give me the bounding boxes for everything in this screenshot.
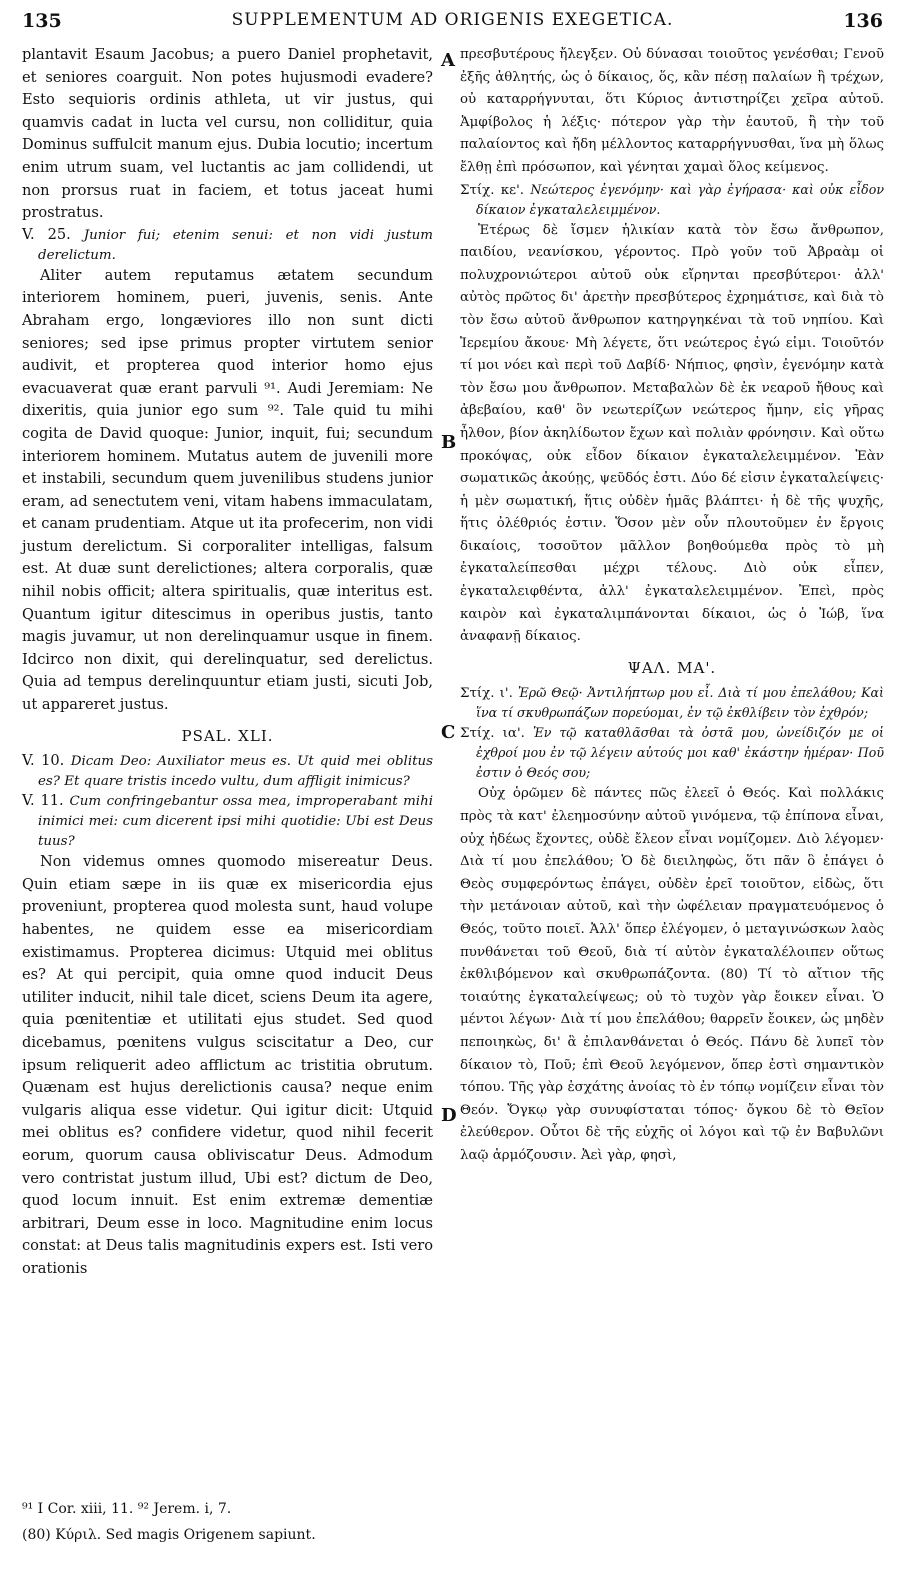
verse-text: Νεώτερος ἐγενόμην· καὶ γὰρ ἐγήρασα· καὶ οὐκ εἶδον δίκαιον ἐγκαταλελειμμένον.: [476, 181, 884, 217]
verse-number: V. 11.: [22, 792, 64, 810]
greek-paragraph-3: Οὐχ ὁρῶμεν δὲ πάντες πῶς ἐλεεῖ ὁ Θεός. Καὶ πολλάκις πρὸς τὰ κατ' ἐλεημοσύνην αὐτοῦ γινόμενα, τῷ ἐπίπονα εἶναι, οὐχ ἡδέως ἔχοντες, οὐδὲ ἔλεον εἶναι νομίζομεν. Διὸ λέγομεν· Διὰ τί μου ἐπελάθου; Ὁ δὲ διειληφὼς, ὅτι πᾶν ὃ ἐπάγει ὁ Θεὸς συμφερόντως ἐπάγει, οὐδὲν ἐρεῖ τοιοῦτον, εἰδὼς, ὅτι τὴν μετάνοιαν αὐτοῦ, καὶ τὴν ὠφέλειαν πραγματευόμενος ὁ Θεός, τοῦτο ποιεῖ. Ἀλλ' ὅπερ ἐλέγομεν, ὁ μεταγινώσκων λαὸς πυνθάνεται τοῦ Θεοῦ, διὰ τί αὐτὸν ἐγκαταλέλοιπεν οὕτως ἐκθλιβόμενον καὶ σκυθρωπάζοντα. (80) Τί τὸ αἴτιον τῆς τοιαύτης ἐγκαταλείψεως; οὐ τὸ τυχὸν γὰρ ἔοικεν εἶναι. Ὁ μέντοι λέγων· Διὰ τί μου ἐπελάθου; θαρρεῖν ἔοικεν, ὡς μηδὲν πεποιηκὼς, δι' ἃ ἐπιλανθάνεται ὁ Θεός. Πάνυ δὲ λυπεῖ τὸν δίκαιον τὸ, Ποῦ; ἐπὶ Θεοῦ λεγόμενον, ὅπερ ἐστὶ σημαντικὸν τόπου. Τῆς γὰρ ἐσχάτης ἀνοίας τὸ ἐν τόπῳ νομίζειν εἶναι τὸν Θεόν. Ὄγκῳ γὰρ συνυφίσταται τόπος· ὄγκου δὲ τὸ Θεῖον ἐλεύθερον. Οὗτοι δὲ τῆς εὐχῆς οἱ λόγοι καὶ τῷ ἐν Βαβυλῶνι λαῷ ἁρμόζουσιν. Ἀεὶ γὰρ, φησὶ,: [460, 786, 884, 1163]
verse-number: V. 10.: [22, 752, 65, 770]
latin-verse-11: [22, 791, 433, 851]
latin-verse-25: [22, 225, 433, 265]
latin-column: [22, 44, 433, 1281]
latin-psalm-heading: PSAL. XLI.: [181, 726, 274, 745]
margin-marker-d: D: [441, 1105, 457, 1126]
verse-text: Ἐρῶ Θεῷ· Ἀντιλήπτωρ μου εἶ. Διὰ τί μου ἐπελάθου; Καὶ ἵνα τί σκυθρωπάζων πορεύομαι, ἐν τῷ ἐκθλίβειν τὸν ἐχθρόν;: [476, 685, 884, 721]
margin-marker-a: A: [441, 50, 455, 71]
verse-number: Στίχ. ια'.: [460, 726, 525, 742]
footnotes: [22, 1496, 442, 1548]
page-number-right: 136: [843, 10, 883, 32]
latin-paragraph-2: Aliter autem reputamus ætatem secundum interiorem hominem, pueri, juvenis, senis. Ante Abraham ergo, longæviores illo non sunt dicti seniores; sed ipse primus propter virtutem senior audivit, et propterea quod interior homo ejus evacuaverat quæ erant parvuli ⁹¹. Audi Jeremiam: Ne dixeritis, quia junior ego sum ⁹². Tale quid tu mihi cogita de David quoque: Junior, inquit, fui; secundum interiorem hominem. Mutatus autem de juvenili more et instabili, secundum quem juvenilibus studens junior eram, ad senectutem veni, vitam habens immaculatam, et canam prudentiam. Atque ut ita profecerim, non vidi justum derelictum. Si corporaliter intelligas, falsum est. At duæ sunt derelictiones; altera corporalis, quæ nihil nobis officit; altera spiritualis, quæ interitus est. Quantum igitur ditescimus in operibus justis, tanto magis juvamur, ut non derelinquamur usque in finem. Idcirco non dixit, qui derelinquatur, sed derelictus. Quia ad tempus derelinquuntur etiam justi, sicuti Job, ut appareret justus.: [22, 266, 433, 714]
verse-text: Cum confringebantur ossa mea, improperabant mihi inimici mei: cum dicerent ipsi mihi quotidie: Ubi est Deus tuus?: [38, 794, 433, 850]
greek-paragraph-1: πρεσβυτέρους ἤλεγξεν. Οὐ δύνασαι τοιοῦτος γενέσθαι; Γενοῦ ἐξῆς ἀθλητής, ὡς ὁ δίκαιος, ὅς, κἂν πέσῃ παλαίων ἢ τρέχων, οὐ καταρρήγνυται, ὅτι Κύριος ἀντιστηρίζει χεῖρα αὐτοῦ. Ἀμφίβολος ἡ λέξις· πότερον γὰρ τὴν ἑαυτοῦ, ἢ τὴν τοῦ παλαίοντος καὶ ἤδη μέλλοντος καταρρήγνυσθαι, ἵνα μὴ ὅλως ἔλθῃ ἐπὶ πρόσωπον, καὶ γένηται χαμαὶ ὅλος κείμενος.: [460, 47, 884, 175]
footnote-scripture-refs: ⁹¹ I Cor. xiii, 11. ⁹² Jerem. i, 7.: [22, 1501, 232, 1517]
verse-text: Junior fui; etenim senui: et non vidi justum derelictum.: [38, 227, 434, 263]
margin-marker-c: C: [441, 722, 456, 743]
verse-number: Στίχ. κε'.: [460, 182, 525, 198]
footnote-editorial: (80) Κύριλ. Sed magis Origenem sapiunt.: [22, 1527, 316, 1543]
greek-verse-11: [460, 723, 884, 783]
greek-paragraph-2: Ἑτέρως δὲ ἴσμεν ἡλικίαν κατὰ τὸν ἔσω ἄνθρωπον, παιδίου, νεανίσκου, γέροντος. Πρὸ γοῦν τοῦ Ἀβραὰμ οἱ πολυχρονιώτεροι αὐτοῦ οὐκ εἴρηνται πρεσβύτεροι· ἀλλ' αὐτὸς πρῶτος δι' ἀρετὴν πρεσβύτερος ἐχρημάτισε, καὶ διὰ τὸ τὸν ἔσω αὐτοῦ ἄνθρωπον κατηργηκέναι τὰ τοῦ νηπίου. Καὶ Ἱερεμίου ἄκουε· Μὴ λέγετε, ὅτι νεώτερος ἐγώ εἰμι. Τοιοῦτόν τί μοι νόει καὶ περὶ τοῦ Δαβίδ· Νήπιος, φησὶν, ἐγενόμην κατὰ τὸν ἔσω μου ἄνθρωπον. Μεταβαλὼν δὲ ἐκ νεαροῦ ἤθους καὶ ἀβεβαίου, καθ' ὃν νεωτερίζων νεώτερος ἤμην, εἰς γῆρας ἦλθον, βίον ἀκηλίδωτον ἔχων καὶ πολιὰν φρόνησιν. Καὶ οὕτω προκόψας, οὐκ εἶδον δίκαιον ἐγκαταλελειμμένον. Ἐὰν σωματικῶς ἀκούῃς, ψεῦδός ἐστι. Δύο δέ εἰσιν ἐγκαταλείψεις· ἡ μὲν σωματική, ἥτις οὐδὲν ἡμᾶς βλάπτει· ἡ δὲ τῆς ψυχῆς, ἥτις ὀλέθριός ἐστιν. Ὅσον μὲν οὖν πλουτοῦμεν ἐν ἔργοις δικαίοις, τοσοῦτον μᾶλλον βοηθούμεθα πρὸς τὸ μὴ ἐγκαταλείπεσθαι μέχρι τέλους. Διὸ οὐκ εἶπεν, ἐγκαταλειφθέντα, ἀλλ' ἐγκαταλελειμμένον. Ἐπεὶ, πρὸς καιρὸν καὶ ἐγκαταλιμπάνονται δίκαιοι, ὡς ὁ Ἰώβ, ἵνα ἀναφανῇ δίκαιος.: [460, 222, 884, 645]
verse-text: Dicam Deo: Auxiliator meus es. Ut quid mei oblitus es? Et quare tristis incedo vultu, dum affligit inimicus?: [38, 754, 433, 790]
latin-paragraph-3: Non videmus omnes quomodo misereatur Deus. Quin etiam sæpe in iis quæ ex misericordia ejus proveniunt, propterea quod molesta sunt, haud volupe habentes, ne quidem esse ea misericordiam existimamus. Propterea dicimus: Utquid mei oblitus es? At qui percipit, quia omne quod inducit Deus utiliter inducit, nihil tale dicet, sciens Deum ita agere, quia pœnitentiæ et utilitati ejus studet. Sed quod dicebamus, pœnitens vulgus sciscitatur a Deo, cur ipsum reliquerit adeo afflictum ac tristitia obrutum. Quænam est hujus derelictionis causa? neque enim vulgaris aliqua esse videtur. Qui igitur dicit: Utquid mei oblitus es? confidere videtur, quod nihil fecerit eorum, quorum causa obliviscatur Deus. Admodum vero contristat justum illud, Ubi est? dictum de Deo, quod locum innuit. Est enim extremæ dementiæ arbitrari, Deum esse in loco. Magnitudine enim locus constat: at Deus talis magnitudinis expers est. Isti vero orationis: [22, 853, 433, 1277]
greek-psalm-heading: ΨΑΛ. ΜΑ'.: [627, 658, 717, 677]
greek-column: [460, 44, 884, 1168]
page-header: [22, 10, 883, 36]
greek-verse-25: [460, 180, 884, 220]
greek-verse-10: [460, 683, 884, 723]
latin-paragraph-1: plantavit Esaum Jacobus; a puero Daniel prophetavit, et seniores coarguit. Non potes hujusmodi evadere? Esto sequioris ordinis athleta, ut vir justus, qui quamvis cadat in lucta vel cursu, non colliditur, quia Dominus suffulcit manum ejus. Dubia locutio; incertum enim utrum suam, vel luctantis ac jam collidendi, ut non prorsus ruat in faciem, et totus jaceat humi prostratus.: [22, 46, 433, 222]
page-number-left: 135: [22, 10, 62, 32]
verse-number: V. 25.: [22, 225, 71, 243]
verse-number: Στίχ. ι'.: [460, 686, 513, 702]
verse-text: Ἐν τῷ καταθλᾶσθαι τὰ ὀστᾶ μου, ὠνείδιζόν με οἱ ἐχθροί μου ἐν τῷ λέγειν αὐτούς μοι καθ' ἑκάστην ἡμέραν· Ποῦ ἐστιν ὁ Θεός σου;: [476, 725, 884, 781]
latin-verse-10: [22, 751, 433, 791]
margin-marker-b: B: [441, 432, 457, 453]
running-title: SUPPLEMENTUM AD ORIGENIS EXEGETICA.: [231, 10, 674, 30]
